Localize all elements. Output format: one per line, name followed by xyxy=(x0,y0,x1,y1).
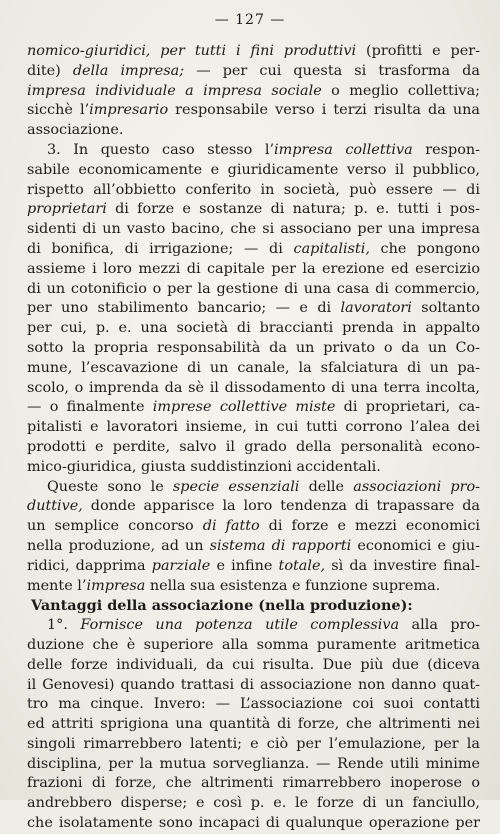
text-line xyxy=(27,577,480,597)
text-line xyxy=(27,596,480,616)
text-run: sì da investire final- xyxy=(325,557,480,574)
text-line xyxy=(27,458,480,478)
italic-text: lavoratori xyxy=(340,300,412,317)
text-run: pitalisti e lavoratori insieme, in cui tutti corrono l’alea dei xyxy=(27,419,480,436)
text-run: per cui, p. e. una società di braccianti prenda in appalto xyxy=(27,320,480,337)
text-line xyxy=(27,794,480,814)
text-run: di forze e sostanze di natura; p. e. tutti i pos- xyxy=(106,201,480,218)
text-run: delle forze individuali, da cui risulta. Due più due (diceva xyxy=(27,656,480,673)
text-run: nella produzione, ad un xyxy=(27,537,210,554)
text-run: donde apparisce la loro tendenza di trapassare da xyxy=(82,498,480,515)
text-run: Queste sono le xyxy=(47,478,173,495)
italic-text: di fatto xyxy=(202,518,260,535)
italic-text: impresa xyxy=(86,577,146,594)
text-run: — per cui questa si trasforma da xyxy=(184,62,480,79)
text-run: andrebbero disperse; e così p. e. le forze di un fanciullo, xyxy=(27,795,480,812)
text-run: economici e giu- xyxy=(351,537,480,554)
italic-text: associazioni pro- xyxy=(353,478,480,495)
text-run: rispetto all’obbietto conferito in società, può essere — di xyxy=(27,181,480,198)
text-run: delle xyxy=(299,478,354,495)
text-line xyxy=(27,517,480,537)
text-run: associazione. xyxy=(27,122,124,139)
italic-text: proprietari xyxy=(27,201,107,218)
text-line xyxy=(27,735,480,755)
text-run: — o finalmente xyxy=(27,399,153,416)
italic-text: sistema di rapporti xyxy=(209,537,352,554)
text-run: dite) xyxy=(27,62,73,79)
italic-text: parziale xyxy=(151,557,211,574)
body-text xyxy=(27,42,480,834)
text-line xyxy=(27,497,480,517)
text-line xyxy=(27,220,480,240)
text-run: mente l’ xyxy=(27,577,87,594)
text-line xyxy=(27,280,480,300)
text-run: 3. In questo caso stesso l’ xyxy=(47,141,275,158)
text-run: singoli rimarrebbero latenti; e ciò per l’emulazione, per la xyxy=(27,735,480,752)
text-line xyxy=(27,537,480,557)
text-run: che isolatamente sono incapaci di qualunque operazione per xyxy=(27,815,480,832)
text-run: 1°. xyxy=(47,617,81,634)
text-run: assieme i loro mezzi di capitale per la erezione ed esercizio xyxy=(27,260,480,277)
text-line xyxy=(27,478,480,498)
text-run: mico-giuridica, giusta suddistinzioni accidentali. xyxy=(27,458,381,475)
text-run: di bonifica, di irrigazione; — di xyxy=(27,240,294,257)
italic-text: nomico-giuridici, per tutti i fini produttivi xyxy=(27,43,357,59)
text-line xyxy=(27,695,480,715)
text-run: (nella produzione): xyxy=(253,597,413,615)
text-line xyxy=(27,676,480,696)
text-line xyxy=(27,359,480,379)
text-run: alla pro- xyxy=(399,617,480,634)
text-run: sabile economicamente e giuridicamente verso il pubblico, xyxy=(27,161,480,178)
text-line xyxy=(27,715,480,735)
text-line xyxy=(27,379,480,399)
text-line xyxy=(27,814,480,834)
text-run: che pongono xyxy=(369,240,480,257)
text-run: di un cotonificio o per la gestione di una casa di commercio, xyxy=(27,280,480,297)
text-line xyxy=(27,82,480,102)
text-line xyxy=(27,398,480,418)
text-line xyxy=(27,339,480,359)
text-run: tro ma cinque. Invero: — L’associazione coi suoi contatti xyxy=(27,696,480,713)
text-run: per uno stabilimento bancario; — e di xyxy=(27,300,341,317)
text-line xyxy=(27,240,480,260)
text-run: respon- xyxy=(412,141,480,158)
text-line xyxy=(27,616,480,636)
text-run: mune, l’escavazione di un canale, la sfalciatura di un pa- xyxy=(27,359,480,376)
text-line xyxy=(27,260,480,280)
text-line xyxy=(27,656,480,676)
italic-text: impresario xyxy=(89,102,169,119)
text-line xyxy=(27,161,480,181)
text-line xyxy=(27,755,480,775)
page-number: — 127 — xyxy=(214,12,286,28)
italic-text: della impresa; xyxy=(72,62,185,79)
text-run: il Genovesi) quando trattasi di associazione non danno quat- xyxy=(27,676,480,693)
text-run: di forze e mezzi economici xyxy=(259,518,480,535)
text-line xyxy=(27,200,480,220)
text-run: duzione che è superiore alla somma puramente aritmetica xyxy=(27,636,480,653)
text-run: nella sua esistenza e funzione suprema. xyxy=(145,577,441,594)
text-run: di proprietari, ca- xyxy=(335,399,480,416)
text-run: (profitti e per- xyxy=(356,43,480,59)
text-run: disciplina, per la mutua sorveglianza. — Rende utili minime xyxy=(27,755,480,772)
text-run: sidenti di un vasto bacino, che si associano per una impresa xyxy=(27,221,480,238)
text-line xyxy=(27,774,480,794)
italic-text: specie essenziali xyxy=(172,478,300,495)
text-run: ed attriti sprigiona una quantità di forze, che altrimenti nei xyxy=(27,716,480,733)
italic-text: impresa collettiva xyxy=(274,141,413,158)
text-run: frazioni di forze, che altrimenti rimarrebbero inoperose o xyxy=(27,775,480,792)
text-line xyxy=(27,418,480,438)
text-run: sicchè l’ xyxy=(27,102,90,119)
text-run: responsabile verso i terzi risulta da una xyxy=(168,102,480,119)
text-line xyxy=(27,42,480,62)
text-line xyxy=(27,141,480,161)
text-line xyxy=(27,121,480,141)
text-run: sotto la propria responsabilità da un privato o da un Co- xyxy=(27,339,480,356)
italic-text: imprese collettive miste xyxy=(152,399,336,416)
text-line xyxy=(27,62,480,82)
text-line xyxy=(27,299,480,319)
text-line xyxy=(27,181,480,201)
text-line xyxy=(27,319,480,339)
italic-text: Fornisce una potenza utile complessiva xyxy=(80,617,400,634)
text-line xyxy=(27,438,480,458)
text-line xyxy=(27,557,480,577)
text-run: un semplice concorso xyxy=(27,518,203,535)
text-run: ridici, dapprima xyxy=(27,557,152,574)
text-line xyxy=(27,636,480,656)
text-run: prodotti e perdite, salvo il grado della personalità econo- xyxy=(27,438,480,455)
text-run: o meglio collettiva; xyxy=(321,82,480,99)
italic-text: impresa individuale a impresa sociale xyxy=(27,82,322,99)
italic-text: capitalisti, xyxy=(293,240,370,257)
italic-text: duttive, xyxy=(27,498,83,515)
text-line xyxy=(27,101,480,121)
text-run: soltanto xyxy=(411,300,480,317)
bold-text: Vantaggi della associazione xyxy=(31,597,254,615)
italic-text: totale, xyxy=(278,557,326,574)
text-run: e infine xyxy=(210,557,279,574)
text-run: scolo, o imprenda da sè il dissodamento di una terra incolta, xyxy=(27,379,480,396)
